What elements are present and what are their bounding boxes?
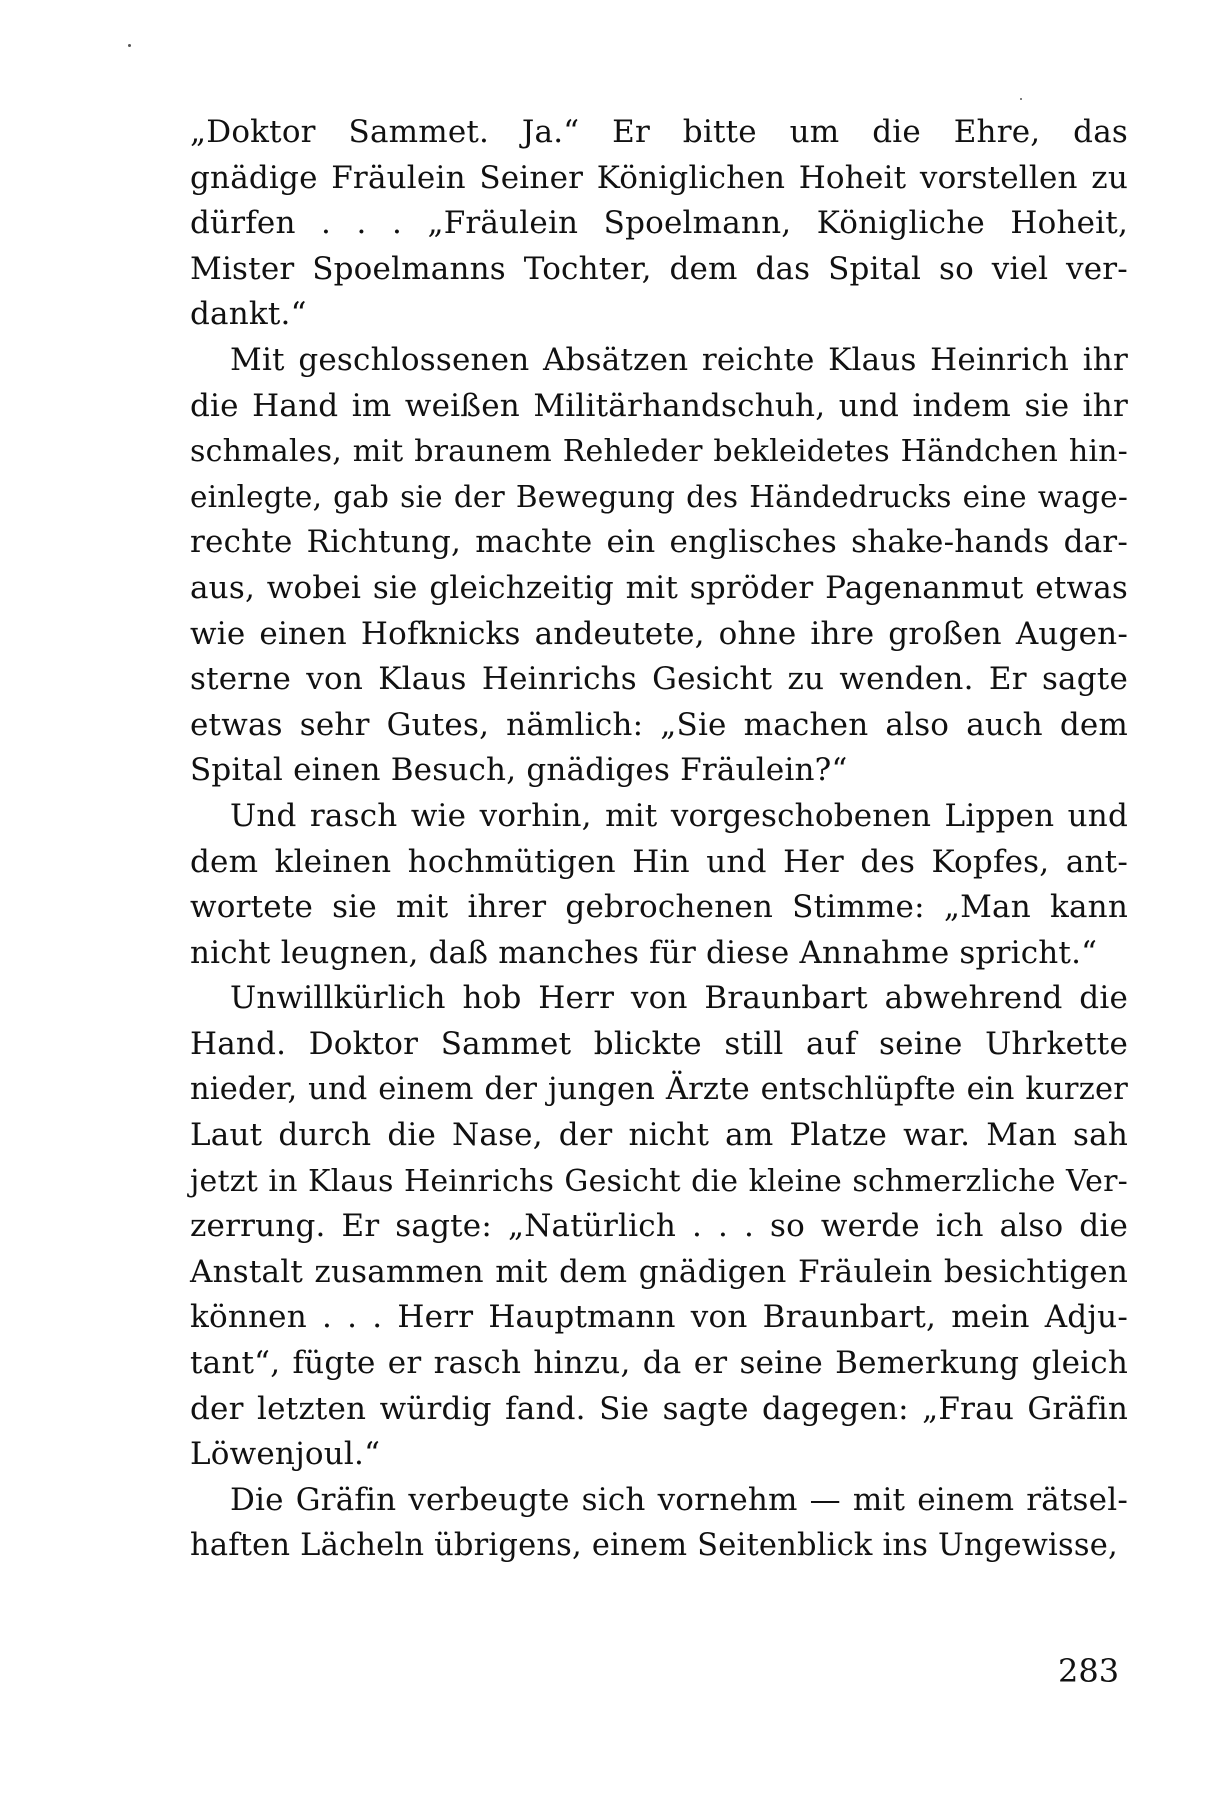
- text-line: „Doktor Sammet. Ja.“ Er bitte um die Ehre, das: [190, 114, 1128, 150]
- text-line: einlegte, gab sie der Bewegung des Händedrucks eine wage-: [190, 479, 1128, 514]
- text-line: wie einen Hofknicks andeutete, ohne ihre großen Augen-: [190, 615, 1128, 652]
- text-line: schmales, mit braunem Rehleder bekleidetes Händchen hin-: [190, 434, 1128, 470]
- text-line: Spital einen Besuch, gnädiges Fräulein?“: [190, 752, 848, 789]
- body-text: [190, 110, 1128, 1569]
- paragraph: [190, 976, 1128, 1478]
- text-line: dürfen . . . „Fräulein Spoelmann, Königliche Hoheit,: [190, 205, 1128, 242]
- text-line: gnädige Fräulein Seiner Königlichen Hoheit vorstellen zu: [190, 159, 1128, 196]
- page-number: 283: [1058, 1652, 1120, 1690]
- paragraph: [190, 1478, 1128, 1569]
- text-line: etwas sehr Gutes, nämlich: „Sie machen also auch dem: [190, 706, 1128, 743]
- text-line: rechte Richtung, machte ein englisches shake-hands dar-: [190, 524, 1128, 561]
- text-line: Unwillkürlich hob Herr von Braunbart abwehrend die: [230, 980, 1128, 1017]
- text-line: haften Lächeln übrigens, einem Seitenblick ins Ungewisse,: [190, 1528, 1118, 1564]
- paragraph: [190, 338, 1128, 794]
- paragraph: [190, 794, 1128, 976]
- text-line: wortete sie mit ihrer gebrochenen Stimme: „Man kann: [190, 889, 1128, 926]
- dust-speck: [1020, 98, 1022, 100]
- paragraph: [190, 110, 1128, 338]
- text-line: jetzt in Klaus Heinrichs Gesicht die kleine schmerzliche Ver-: [190, 1163, 1128, 1199]
- text-line: sterne von Klaus Heinrichs Gesicht zu wenden. Er sagte: [190, 661, 1128, 698]
- text-line: dem kleinen hochmütigen Hin und Her des Kopfes, ant-: [190, 843, 1128, 880]
- text-line: die Hand im weißen Militärhandschuh, und indem sie ihr: [190, 387, 1128, 424]
- text-line: nicht leugnen, daß manches für diese Annahme spricht.“: [190, 934, 1098, 971]
- text-line: zerrung. Er sagte: „Natürlich . . . so werde ich also die: [190, 1208, 1128, 1245]
- text-line: Mit geschlossenen Absätzen reichte Klaus Heinrich ihr: [230, 341, 1128, 378]
- text-line: dankt.“: [190, 296, 307, 333]
- dust-speck: [128, 44, 131, 47]
- text-line: können . . . Herr Hauptmann von Braunbart, mein Adju-: [190, 1299, 1128, 1336]
- text-line: Mister Spoelmanns Tochter, dem das Spital so viel ver-: [190, 250, 1128, 287]
- text-line: Löwenjoul.“: [190, 1436, 381, 1473]
- text-line: Hand. Doktor Sammet blickte still auf seine Uhrkette: [190, 1025, 1128, 1062]
- text-line: Laut durch die Nase, der nicht am Platze war. Man sah: [190, 1117, 1128, 1154]
- text-line: aus, wobei sie gleichzeitig mit spröder Pagenanmut etwas: [190, 569, 1128, 606]
- text-line: tant“, fügte er rasch hinzu, da er seine Bemerkung gleich: [190, 1345, 1128, 1382]
- text-line: Anstalt zusammen mit dem gnädigen Fräulein besichtigen: [190, 1253, 1128, 1290]
- text-line: Und rasch wie vorhin, mit vorgeschobenen Lippen und: [230, 797, 1128, 834]
- text-line: der letzten würdig fand. Sie sagte dagegen: „Frau Gräfin: [190, 1390, 1128, 1427]
- text-line: Die Gräfin verbeugte sich vornehm — mit einem rätsel-: [230, 1481, 1128, 1518]
- text-line: nieder, und einem der jungen Ärzte entschlüpfte ein kurzer: [190, 1072, 1128, 1108]
